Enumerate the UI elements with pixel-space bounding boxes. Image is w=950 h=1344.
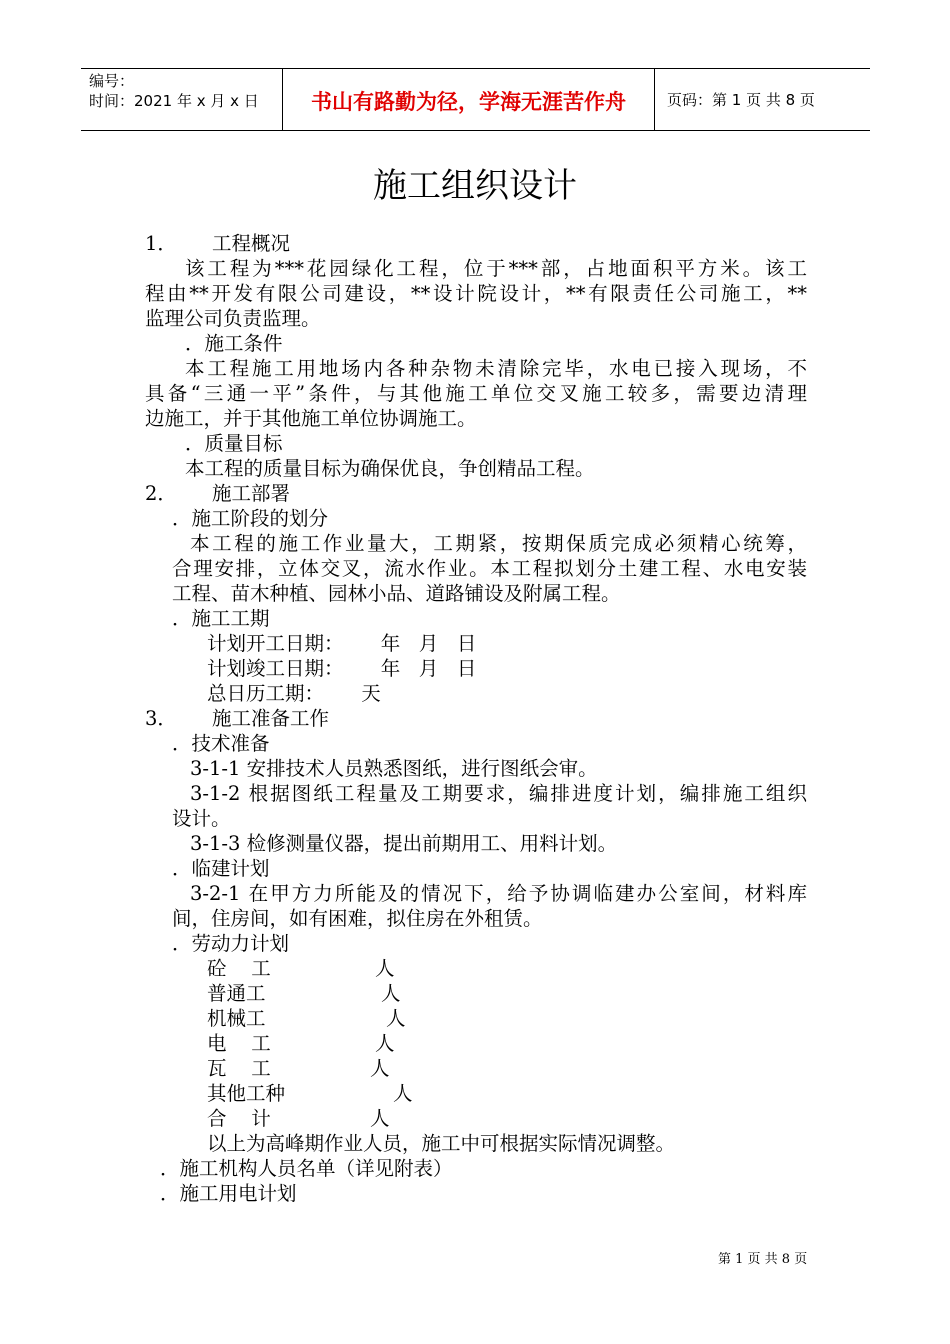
section-3-title: 施工准备工作	[212, 707, 330, 730]
labor-row-name: 机械工	[207, 1007, 266, 1030]
section-1-para-line: 具备“三通一平”条件，与其他施工单位交叉施工较多，需要边清理	[145, 382, 807, 405]
labor-row-unit: 人	[375, 1032, 395, 1055]
planned-start-date: 计划开工日期： 年 月 日	[207, 632, 477, 655]
subsection-power-plan: ．施工用电计划	[160, 1182, 297, 1205]
section-1-para-line: 监理公司负责监理。	[145, 307, 321, 330]
labor-row-name: 普通工	[207, 982, 266, 1005]
section-1-title: 工程概况	[212, 232, 291, 255]
header-left-cell	[81, 69, 282, 130]
header-motto: 书山有路勤为径，学海无涯苦作舟	[311, 90, 626, 114]
section-2-para-line: 本工程的施工作业量大，工期紧，按期保质完成必须精心统筹，	[190, 532, 807, 555]
labor-row-unit: 人	[370, 1107, 390, 1130]
subsection-staff-list: ．施工机构人员名单（详见附表）	[160, 1157, 453, 1180]
document-time-label: 时间：2021 年 x 月 x 日	[89, 92, 259, 110]
section-1-para-line: 本工程施工用地场内各种杂物未清除完毕，水电已接入现场，不	[185, 357, 807, 380]
labor-row-unit: 人	[393, 1082, 413, 1105]
section-1-para-line: 该工程为***花园绿化工程，位于***部，占地面积平方米。该工	[185, 257, 807, 280]
subsection-schedule: ．施工工期	[172, 607, 270, 630]
document-title: 施工组织设计	[373, 166, 577, 206]
subsection-quality-target: ．质量目标	[185, 432, 283, 455]
total-duration: 总日历工期： 天	[207, 682, 381, 705]
labor-row-name: 电 工	[207, 1032, 271, 1055]
header-page-info: 页码：第 1 页 共 8 页	[667, 91, 815, 109]
labor-row-name: 合 计	[207, 1107, 271, 1130]
labor-row-unit: 人	[370, 1057, 390, 1080]
subsection-construction-conditions: ．施工条件	[185, 332, 283, 355]
section-3-item: 3-2-1 在甲方力所能及的情况下，给予协调临建办公室间，材料库	[190, 882, 807, 905]
section-3-item: 3-1-2 根据图纸工程量及工期要求，编排进度计划，编排施工组织	[190, 782, 807, 805]
labor-row-name: 砼 工	[207, 957, 271, 980]
section-1-para-line: 边施工，并于其他施工单位协调施工。	[145, 407, 477, 430]
labor-row-name: 瓦 工	[207, 1057, 271, 1080]
section-2-title: 施工部署	[212, 482, 291, 505]
subsection-phase-division: ．施工阶段的划分	[172, 507, 329, 530]
page-header	[81, 68, 870, 131]
labor-row-unit: 人	[381, 982, 401, 1005]
section-3-number: 3．	[145, 707, 177, 730]
section-3-item: 3-1-1 安排技术人员熟悉图纸，进行图纸会审。	[190, 757, 598, 780]
section-3-item: 3-1-3 检修测量仪器，提出前期用工、用料计划。	[190, 832, 618, 855]
planned-end-date: 计划竣工日期： 年 月 日	[207, 657, 477, 680]
section-3-item: 设计。	[172, 807, 231, 830]
section-1-number: 1．	[145, 232, 177, 255]
labor-row-unit: 人	[386, 1007, 406, 1030]
page-footer: 第 1 页 共 8 页	[718, 1252, 808, 1267]
subsection-labor-plan: ．劳动力计划	[172, 932, 290, 955]
labor-row-name: 其他工种	[207, 1082, 286, 1105]
subsection-temporary-facilities: ．临建计划	[172, 857, 270, 880]
section-2-para-line: 合理安排，立体交叉，流水作业。本工程拟划分土建工程、水电安装	[172, 557, 807, 580]
section-1-para-line: 程由**开发有限公司建设，**设计院设计，**有限责任公司施工，**	[145, 282, 807, 305]
document-number-label: 编号：	[89, 72, 135, 90]
subsection-technical-preparation: ．技术准备	[172, 732, 270, 755]
section-3-item: 间，住房间，如有困难，拟住房在外租赁。	[172, 907, 543, 930]
labor-note: 以上为高峰期作业人员，施工中可根据实际情况调整。	[207, 1132, 676, 1155]
section-2-number: 2．	[145, 482, 177, 505]
labor-row-unit: 人	[375, 957, 395, 980]
section-1-para-line: 本工程的质量目标为确保优良，争创精品工程。	[185, 457, 595, 480]
header-motto-cell	[282, 69, 655, 130]
section-2-para-line: 工程、苗木种植、园林小品、道路铺设及附属工程。	[172, 582, 621, 605]
